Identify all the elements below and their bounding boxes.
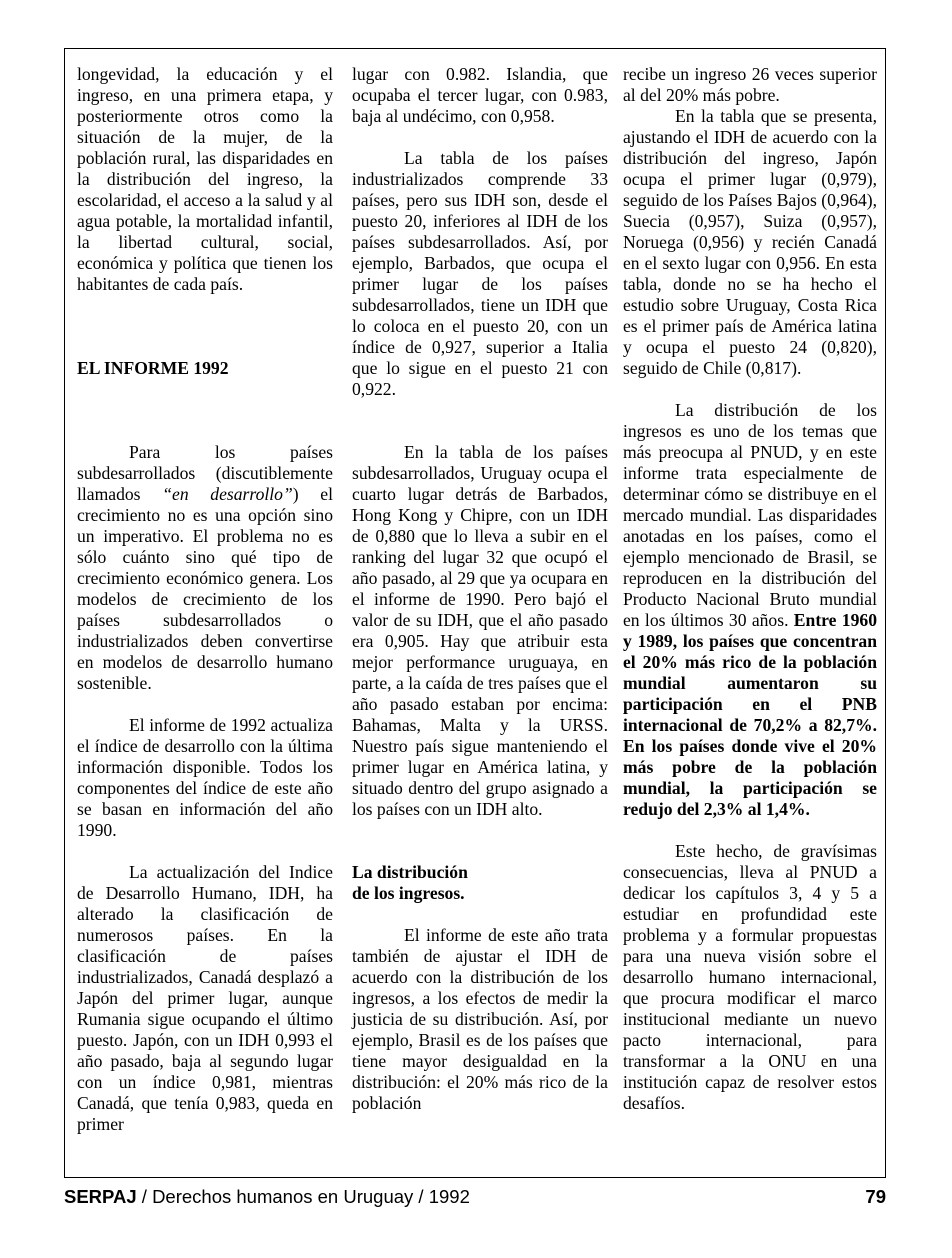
paragraph: La distribución de los ingresos es uno de los temas que más preocupa al PNUD, y en este informe trata especialmente de determinar cómo se distribuye en el mercado mundial. Las disparidades anotadas en los países, como el ejemplo mencionado de Brasil, se reproducen en la distribución del Producto Nacional Bruto mundial en los últimos 30 años. Entre 1960 y 1989, los países que concentran el 20% más rico de la población mundial aumentaron su participación en el PNB internacional de 70,2% a 82,7%. En los países donde vive el 20% más pobre de la población mundial, la participación se redujo del 2,3% al 1,4%. bbox=[623, 400, 877, 819]
column-1 bbox=[77, 64, 333, 1135]
paragraph: En la tabla de los países subdesarrollados, Uruguay ocupa el cuarto lugar detrás de Barbados, Hong Kong y Chipre, con un IDH de 0,880 que lo lleva a subir en el ranking del lugar 32 que ocupó el año pasado, al 29 que ya ocupara en el informe de 1990. Pero bajó el valor de su IDH, que el año pasado era 0,905. Hay que atribuir esta mejor performance uruguaya, en parte, a la caída de tres países que el año pasado estaban por encima: Bahamas, Malta y la URSS. Nuestro país sigue manteniendo el primer lugar en América latina, y situado dentro del grupo asignado a los países con un IDH alto. bbox=[352, 442, 608, 819]
paragraph: La tabla de los países industrializados comprende 33 países, pero sus IDH son, desde el puesto 20, inferiores al IDH de los países subdesarrollados. Así, por ejemplo, Barbados, que ocupa el primer lugar de los países subdesarrollados, tiene un IDH que lo coloca en el puesto 20, con un índice de 0,927, superior a Italia que lo sigue en el puesto 21 con 0,922. bbox=[352, 148, 608, 399]
page-footer bbox=[64, 1186, 886, 1208]
page-number: 79 bbox=[865, 1186, 886, 1207]
footer-title: / Derechos humanos en Uruguay / 1992 bbox=[136, 1186, 470, 1207]
paragraph: En la tabla que se presenta, ajustando el IDH de acuerdo con la distribución del ingreso, Japón ocupa el primer lugar (0,979), seguido de los Países Bajos (0,964), Suecia (0,957), Suiza (0,957), Noruega (0,956) y recién Canadá en el sexto lugar con 0,956. En esta tabla, donde no se ha hecho el estudio sobre Uruguay, Costa Rica es el primer país de América latina y ocupa el puesto 24 (0,820), seguido de Chile (0,817). bbox=[623, 106, 877, 378]
bold-text: Entre 1960 y 1989, los países que concentran el 20% más rico de la población mundial aumentaron su participación en el PNB internacional de 70,2% a 82,7%. En los países donde vive el 20% más pobre de la población mundial, la participación se redujo del 2,3% al 1,4%. bbox=[623, 610, 877, 819]
paragraph: longevidad, la educación y el ingreso, en una primera etapa, y posteriormente otros como la situación de la mujer, de la población rural, las disparidades en la distribución del ingreso, la escolaridad, el acceso a la salud y al agua potable, la mortalidad infantil, la libertad cultural, social, económica y política que tienen los habitantes de cada país. bbox=[77, 64, 333, 294]
paragraph: Este hecho, de gravísimas consecuencias, lleva al PNUD a dedicar los capítulos 3, 4 y 5 a estudiar en profundidad este problema y a formular propuestas para una nueva visión sobre el desarrollo humano internacional, que procura modificar el marco institucional mediante un nuevo pacto internacional, para transformar a la ONU en una institución capaz de resolver estos desafíos. bbox=[623, 841, 877, 1113]
paragraph: El informe de este año trata también de ajustar el IDH de acuerdo con la distribución de los ingresos, a los efectos de medir la justicia de su distribución. Así, por ejemplo, Brasil es de los países que tiene mayor desigualdad en la distribución: el 20% más rico de la población bbox=[352, 925, 608, 1113]
paragraph: lugar con 0.982. Islandia, que ocupaba el tercer lugar, con 0.983, baja al undécimo, con 0,958. bbox=[352, 64, 608, 126]
column-3 bbox=[623, 64, 877, 1114]
emphasis-text: “en desarrollo” bbox=[162, 484, 293, 504]
footer-brand: SERPAJ bbox=[64, 1186, 137, 1207]
section-heading: La distribución de los ingresos. bbox=[352, 862, 468, 903]
paragraph: Para los países subdesarrollados (discutiblemente llamados “en desarrollo”) el crecimiento no es una opción sino un imperativo. El problema no es sólo cuánto sino qué tipo de crecimiento económico genera. Los modelos de crecimiento de los países subdesarrollados o industrializados deben convertirse en modelos de desarrollo humano sostenible. bbox=[77, 442, 333, 693]
paragraph: recibe un ingreso 26 veces superior al del 20% más pobre. bbox=[623, 64, 877, 105]
column-2 bbox=[352, 64, 608, 1114]
paragraph: El informe de 1992 actualiza el índice de desarrollo con la última información disponible. Todos los componentes del índice de este año se basan en información del año 1990. bbox=[77, 715, 333, 840]
paragraph: La actualización del Indice de Desarrollo Humano, IDH, ha alterado la clasificación de numerosos países. En la clasificación de países industrializados, Canadá desplazó a Japón del primer lugar, aunque Rumania sigue ocupando el último puesto. Japón, con un IDH 0,993 el año pasado, baja al segundo lugar con un índice 0,981, mientras Canadá, que tenía 0,983, queda en primer bbox=[77, 862, 333, 1134]
section-heading: EL INFORME 1992 bbox=[77, 358, 229, 378]
